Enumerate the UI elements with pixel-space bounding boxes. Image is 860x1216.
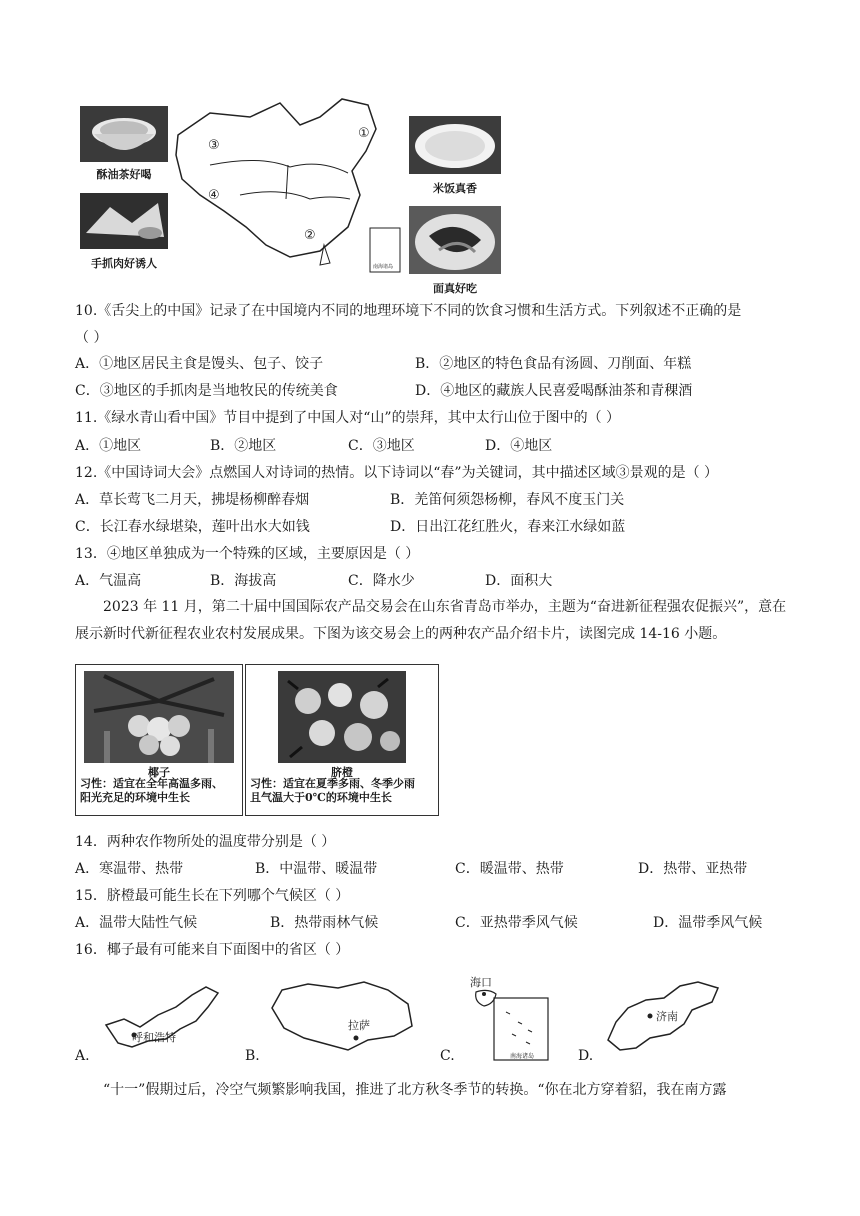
coconut-photo <box>84 671 234 763</box>
q11-option-d: D．④地区 <box>485 438 553 454</box>
q13-option-d: D．面积大 <box>485 573 553 589</box>
q16-option-c-letter: C. <box>440 1048 455 1064</box>
q16-option-d-letter: D. <box>578 1048 594 1064</box>
q11-option-a: A．①地区 <box>75 438 142 454</box>
hand-meat-photo <box>80 193 168 249</box>
navel-orange-note-line2: 且气温大于0℃的环境中生长 <box>250 791 392 804</box>
q13-option-a: A．气温高 <box>75 573 142 589</box>
butter-tea-photo <box>80 106 168 162</box>
china-regions-map <box>170 95 408 280</box>
navel-orange-card <box>245 664 439 816</box>
q10-option-b: B．②地区的特色食品有汤圆、刀削面、年糕 <box>415 356 692 372</box>
q16-option-b-letter: B. <box>245 1048 260 1064</box>
noodles-photo <box>409 206 501 274</box>
rice-photo <box>409 116 501 174</box>
q10-stem-paren: （ ） <box>75 330 108 346</box>
q13-option-b: B．海拔高 <box>210 573 277 589</box>
q16-stem: 16．椰子最有可能来自下面图中的省区（ ） <box>75 942 350 958</box>
q15-option-b: B．热带雨林气候 <box>270 915 379 931</box>
food-caption-noodles: 面真好吃 <box>433 282 477 295</box>
map-region-2: ② <box>304 228 316 243</box>
q10-stem: 10.《舌尖上的中国》记录了在中国境内不同的地理环境下不同的饮食习惯和生活方式。下列叙述不正确的是 <box>75 303 742 319</box>
q15-option-c: C．亚热带季风气候 <box>455 915 578 931</box>
coconut-card <box>75 664 243 816</box>
q14-option-c: C．暖温带、热带 <box>455 861 564 877</box>
q14-option-d: D．热带、亚热带 <box>638 861 748 877</box>
food-caption-hand-meat: 手抓肉好诱人 <box>91 257 157 270</box>
q12-option-d: D．日出江花红胜火，春来江水绿如蓝 <box>390 519 626 535</box>
map-region-3: ③ <box>208 138 220 153</box>
food-caption-butter-tea: 酥油茶好喝 <box>96 168 152 181</box>
q13-option-c: C．降水少 <box>348 573 415 589</box>
q13-stem: 13．④地区单独成为一个特殊的区域，主要原因是（ ） <box>75 546 420 562</box>
q12-stem: 12.《中国诗词大会》点燃国人对诗词的热情。以下诗词以“春”为关键词，其中描述区域③景观的是（ ） <box>75 465 719 481</box>
q11-option-c: C．③地区 <box>348 438 415 454</box>
q16-map-inner-mongolia <box>100 985 225 1055</box>
q15-option-a: A．温带大陆性气候 <box>75 915 198 931</box>
q16-city-lhasa: 拉萨 <box>348 1019 370 1032</box>
q10-option-a: A．①地区居民主食是馒头、包子、饺子 <box>75 356 324 372</box>
q12-option-a: A．草长莺飞二月天，拂堤杨柳醉春烟 <box>75 492 310 508</box>
navel-orange-note-line1: 习性：适宜在夏季多雨、冬季少雨 <box>250 777 415 790</box>
q10-option-d: D．④地区的藏族人民喜爱喝酥油茶和青稞酒 <box>415 383 693 399</box>
map-region-4: ④ <box>208 188 220 203</box>
q16-map-tibet <box>268 978 416 1058</box>
q12-option-c: C．长江春水绿堪染，莲叶出水大如钱 <box>75 519 310 535</box>
passage-text: 2023 年 11 月，第二十届中国国际农产品交易会在山东省青岛市举办，主题为“奋进新征程强农促振兴”，意在展示新时代新征程农业农村发展成果。下图为该交易会上的两种农产品介绍卡片，读图完成 14-16 小题。 <box>75 599 787 642</box>
q10-option-c: C．③地区的手抓肉是当地牧民的传统美食 <box>75 383 338 399</box>
q16-map-shandong <box>600 978 725 1056</box>
map-region-1: ① <box>358 126 370 141</box>
q14-stem: 14．两种农作物所处的温度带分别是（ ） <box>75 834 336 850</box>
q16-map-hainan <box>466 972 556 1064</box>
q11-stem: 11.《绿水青山看中国》节目中提到了中国人对“山”的崇拜，其中太行山位于图中的（ ） <box>75 410 621 426</box>
q15-option-d: D．温带季风气候 <box>653 915 763 931</box>
q16-option-a-letter: A. <box>75 1048 90 1064</box>
q15-stem: 15．脐橙最可能生长在下列哪个气候区（ ） <box>75 888 350 904</box>
map-inset-label: 南海诸岛 <box>373 264 394 270</box>
q16-inset-label: 南海诸岛 <box>510 1053 535 1060</box>
q16-city-haikou: 海口 <box>470 976 492 989</box>
coconut-note-line2: 阳光充足的环境中生长 <box>80 791 190 804</box>
coconut-note-line1: 习性：适宜在全年高温多雨、 <box>80 777 223 790</box>
food-caption-rice: 米饭真香 <box>433 182 477 195</box>
coconut-card-title: 椰子 <box>148 766 170 779</box>
coconut-card-note <box>80 777 223 805</box>
q16-city-hohhot: 呼和浩特 <box>132 1031 176 1044</box>
q16-city-jinan: 济南 <box>656 1010 678 1023</box>
navel-orange-card-note <box>250 777 415 805</box>
closing-text: “十一”假期过后，冷空气频繁影响我国，推进了北方秋冬季节的转换。“你在北方穿着貂，我在南方露 <box>103 1082 727 1098</box>
q14-option-b: B．中温带、暖温带 <box>255 861 378 877</box>
navel-orange-photo <box>278 671 406 763</box>
navel-orange-card-title: 脐橙 <box>331 766 353 779</box>
q11-option-b: B．②地区 <box>210 438 277 454</box>
q14-option-a: A．寒温带、热带 <box>75 861 184 877</box>
q12-option-b: B．羌笛何须怨杨柳，春风不度玉门关 <box>390 492 625 508</box>
